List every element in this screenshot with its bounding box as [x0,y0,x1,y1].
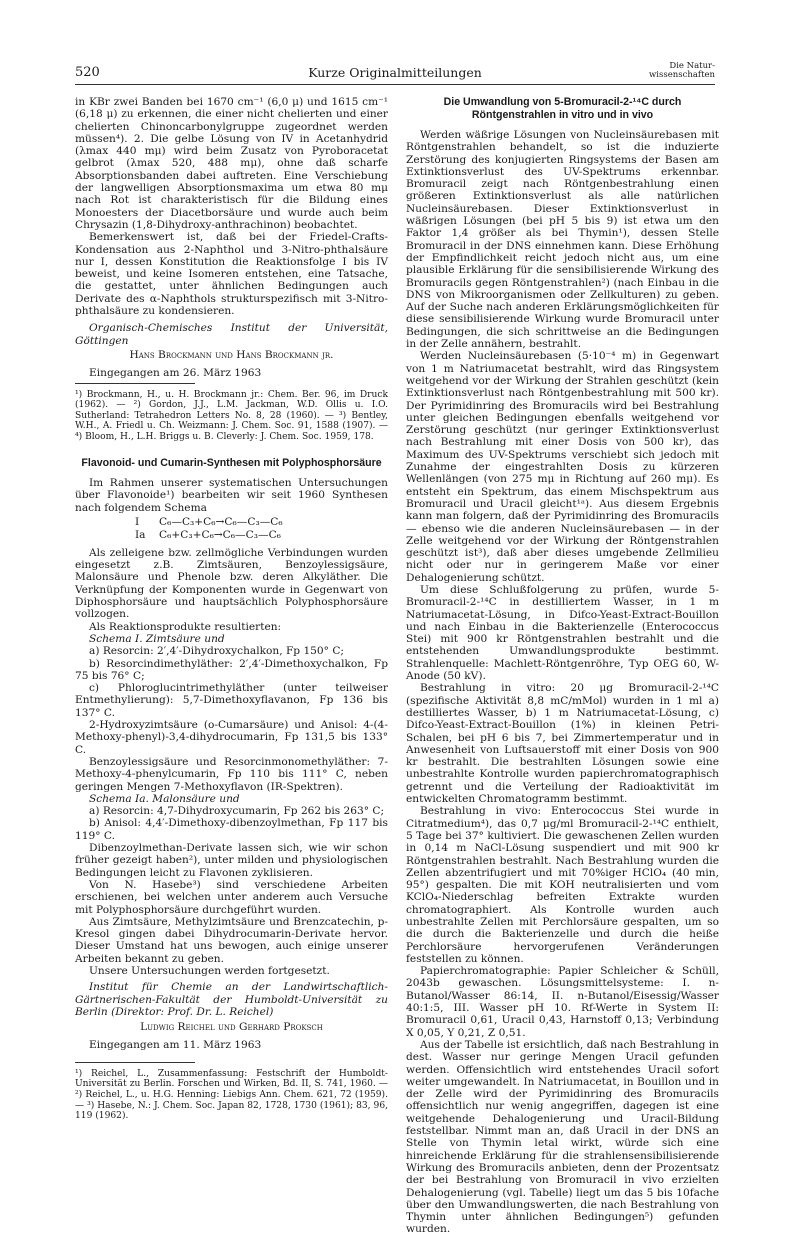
right-column [406,96,719,1236]
authors: Ludwig Reichel und Gerhard Proksch [140,1021,323,1034]
paragraph: in KBr zwei Banden bei 1670 cm⁻¹ (6,0 μ) und 1615 cm⁻¹ (6,18 μ) zu erkennen, die einer nicht chelierten und einer chelierten Chinoncarbonylgruppe zugeordnet werden müssen⁴). 2. Die gelbe Lösung von IV in Acetanhydrid (λmax 440 mμ) wird beim Zusatz von Pyroboracetat gelbrot (λmax 520, 488 mμ), ohne daß scharfe Absorptionsbanden dabei auftreten. Eine Verschiebung der langwelligen Absorptionsmaxima um etwa 80 mμ nach Rot ist charakteristisch für die Bildung eines Monoesters der Diacetborsäure und wurde auch beim Chrysazin (1,8-Dihydroxy-anthrachinon) beobachtet. [75,96,388,231]
left-column [75,96,388,1122]
footnotes: ¹) Reichel, L., Zusammenfassung: Festschrift der Humboldt-Universität zu Berlin. Forschen und Wirken, Bd. II, S. 741, 1960. — ²) Reichel, L., u. H.G. Henning: Liebigs Ann. Chem. 621, 72 (1959). — ³) Hasebe, N.: J. Chem. Soc. Japan 82, 1728, 1730 (1961); 83, 96, 119 (1962). [75,1068,388,1122]
spacer [75,443,388,457]
reaction-schema [135,516,388,543]
schema-formula: C₆+C₃+C₆→C₆—C₃—C₆ [159,529,281,542]
received-date: Eingegangen am 11. März 1963 [89,1039,262,1052]
paragraph: Um diese Schlußfolgerung zu prüfen, wurde 5-Bromuracil-2-¹⁴C in destilliertem Wasser, in 1 m Natriumacetat-Lösung, in Difco-Yeast-Extract-Bouillon und nach Einbau in die Bakterienzelle (Enterococcus Stei) mit 900 kr Röntgenstrahlen bestrahlt und die entstehenden Umwandlungsprodukte bestimmt. Strahlenquelle: Machlett-Röntgenröhre, Typ OEG 60, W-Anode (50 kV). [406,583,719,683]
paragraph: Schema I. Zimtsäure und [89,632,225,645]
paragraph: Aus der Tabelle ist ersichtlich, daß nach Bestrahlung in dest. Wasser nur geringe Mengen Uracil gefunden werden. Offensichtlich wird entstehendes Uracil sofort weiter umgewandelt. In Natriumacetat, in Bouillon und in der Zelle wird der Pyrimidinring des Bromuracils offensichtlich nur wenig angegriffen, dagegen ist eine weitgehende Dehalogenierung und Uracil-Bildung feststellbar. Nimmt man an, daß Uracil in der DNS an Stelle von Thymin letal wirkt, würde sich eine hinreichende Erklärung für die strahlensensibilisierende Wirkung des Bromuracils anbieten, denn der Prozentsatz der bei Bestrahlung von Bromuracil in vivo erzielten Dehalogenierung (vgl. Tabelle) liegt um das 5 bis 10fache über den Umwandlungswerten, die nach Bestrahlung von Thymin unter ähnlichen Bedingungen⁵) gefunden wurden. [406,1038,719,1236]
article-title: Die Umwandlung von 5-Bromuracil-2-¹⁴C durch Röntgenstrahlen in vitro und in vivo [443,96,682,121]
paragraph: Bestrahlung in vitro: 20 μg Bromuracil-2-¹⁴C (spezifische Aktivität 8,8 mC/mMol) wurden in 1 ml a) destilliertes Wasser, b) 1 m Natriumacetat-Lösung, c) Difco-Yeast-Extract-Bouillon (1%) in kleinen Petri-Schalen, bei pH 6 bis 7, bei Zimmertemperatur und in Anwesenheit von Luftsauerstoff mit einer Dosis von 900 kr bestrahlt. Die bestrahlten Lösungen sowie eine unbestrahlte Kontrolle wurden papierchromatographisch getrennt und die Verteilung der Radioaktivität im entwickelten Chromatogramm bestimmt. [406,682,719,806]
affiliation: Organisch-Chemisches Institut der Universität, Göttingen [75,322,388,347]
schema-label: I [135,515,140,528]
footnote-rule [75,383,195,390]
article-title: Flavonoid- und Cumarin-Synthesen mit Polyphosphorsäure [81,456,382,469]
paragraph: Von N. Hasebe³) sind verschiedene Arbeiten erschienen, bei welchen unter anderem auch Versuche mit Polyphosphorsäure durchgeführt wurden. [75,878,388,916]
schema-formula: C₆—C₃+C₆→C₆—C₃—C₆ [159,515,283,528]
paragraph: Bestrahlung in vivo: Enterococcus Stei wurde in Citratmedium⁴), das 0,7 μg/ml Bromuracil-2-¹⁴C enthielt, 5 Tage bei 37° kultiviert. Die gewaschenen Zellen wurden in 0,14 m NaCl-Lösung suspendiert und mit 900 kr Röntgenstrahlen bestrahlt. Nach Bestrahlung wurden die Zellen abzentrifugiert und mit 70%iger HClO₄ (40 min, 95°) gespalten. Die mit KOH neutralisierten und vom KClO₄-Niederschlag befreiten Extrakte wurden chromatographiert. Als Kontrolle wurden auch unbestrahlte Zellen mit Perchlorsäure gespalten, um so die durch die Bakterienzelle und durch die heiße Perchlorsäure hervorgerufenen Veränderungen feststellen zu können. [406,805,719,965]
paragraph: Als Reaktionsprodukte resultierten: [89,620,282,633]
paragraph: b) Resorcindimethyläther: 2′,4′-Dimethoxychalkon, Fp 75 bis 76° C; [75,657,388,682]
paragraph: Werden Nucleinsäurebasen (5·10⁻⁴ m) in Gegenwart von 1 m Natriumacetat bestrahlt, wird das Ringsystem weitgehend vor der Wirkung der Strahlen geschützt (kein Extinktionsverlust nach Röntgenbestrahlung mit 500 kr). Der Pyrimidinring des Bromuracils wird bei Bestrahlung unter gleichen Bedingungen ebenfalls weitgehend vor Zerstörung geschützt (nur geringer Extinktionsverlust nach Bestrahlung mit einer Dosis von 500 kr), das Maximum des UV-Spektrums verschiebt sich jedoch mit Zunahme der eingestrahlten Dosis zu kürzeren Wellenlängen (von 275 mμ in Richtung auf 260 mμ). Es entsteht ein Spektrum, das einem Mischspektrum aus Bromuracil und Uracil gleicht¹ᵃ). Aus diesem Ergebnis kann man folgern, daß der Pyrimidinring des Bromuracils — ebenso wie die anderen Nucleinsäurebasen — in der Zelle weitgehend vor der Wirkung der Röntgenstrahlen geschützt ist³), daß aber dieses umgebende Zellmilieu nicht oder nur in geringerem Maße vor einer Dehalogenierung schützt. [406,350,719,584]
footnotes: ¹) Brockmann, H., u. H. Brockmann jr.: Chem. Ber. 96, im Druck (1962). — ²) Gordon, J.J., L.M. Jackman, W.D. Ollis u. I.O. Sutherland: Tetrahedron Letters No. 8, 28 (1960). — ³) Bentley, W.H., A. Friedl u. Ch. Weizmann: J. Chem. Soc. 91, 1588 (1907). — ⁴) Bloom, H., L.H. Briggs u. B. Cleverly: J. Chem. Soc. 1959, 178. [75,389,388,442]
affiliation: Institut für Chemie an der Landwirtschaftlich-Gärtnerischen-Fakultät der Humboldt-Universität zu Berlin (Direktor: Prof. Dr. L. Reichel) [75,981,388,1018]
paragraph: Als zelleigene bzw. zellmögliche Verbindungen wurden eingesetzt z.B. Zimtsäuren, Benzoylessigsäure, Malonsäure und Phenole bzw. deren Alkyläther. Die Verknüpfung der Komponenten wurde in Gegenwart von Diphosphorsäure und hauptsächlich Polyphosphorsäure vollzogen. [75,546,388,621]
paragraph: Papierchromatographie: Papier Schleicher & Schüll, 2043b gewaschen. Lösungsmittelsysteme: I. n-Butanol/Wasser 86:14, II. n-Butanol/Eisessig/Wasser 40:1:5, III. Wasser pH 10. Rf-Werte in System II: Bromuracil 0,61, Uracil 0,43, Harnstoff 0,13; Verbindung X 0,05, Y 0,21, Z 0,51. [406,965,719,1039]
paragraph: Werden wäßrige Lösungen von Nucleinsäurebasen mit Röntgenstrahlen behandelt, so ist die induzierte Zerstörung des konjugierten Ringsystems der Basen am Extinktionsverlust des UV-Spektrums erkennbar. Bromuracil zeigt nach Röntgenbestrahlung einen größeren Extinktionsverlust als alle natürlichen Nucleinsäurebasen. Dieser Extinktionsverlust in wäßrigen Lösungen (bei pH 5 bis 9) ist etwa um den Faktor 1,4 größer als bei Thymin¹), dessen Stelle Bromuracil in der DNS einnehmen kann. Diese Erhöhung der Empfindlichkeit reicht jedoch nicht aus, um eine plausible Erklärung für die sensibilisierende Wirkung des Bromuracils gegen Röntgenstrahlen²) (nach Einbau in die DNS von Mikroorganismen oder Zellkulturen) zu geben. Auf der Suche nach anderen Erklärungsmöglichkeiten für diese sensibilisierende Wirkung wurde Bromuracil unter Bedingungen, die sich schrittweise an die Bedingungen in der Zelle annähern, bestrahlt. [406,129,719,351]
authors: Hans Brockmann und Hans Brockmann jr. [129,348,334,361]
page-number: 520 [75,65,100,80]
paragraph: Dibenzoylmethan-Derivate lassen sich, wie wir schon früher gezeigt haben²), unter milden und physiologischen Bedingungen leicht zu Flavonen zyklisieren. [75,842,388,879]
journal-section: Kurze Originalmitteilungen [308,65,482,80]
paragraph: Schema Ia. Malonsäure und [89,792,240,805]
paragraph: a) Resorcin: 4,7-Dihydroxycumarin, Fp 262 bis 263° C; [89,805,385,818]
paragraph: Benzoylessigsäure und Resorcinmonomethyläther: 7-Methoxy-4-phenylcumarin, Fp 110 bis 111° C, neben geringen Mengen 7-Methoxyflavon (IR-Spektren). [75,755,388,793]
paragraph: Unsere Untersuchungen werden fortgesetzt. [89,964,330,977]
received-date: Eingegangen am 26. März 1963 [89,367,262,380]
paragraph: c) Phloroglucintrimethyläther (unter teilweiser Entmethylierung): 5,7-Dimethoxyflavanon, Fp 136 bis 137° C. [75,682,388,719]
journal-name: Die Natur- wissenschaften [649,61,715,80]
paragraph: b) Anisol: 4,4′-Dimethoxy-dibenzoylmethan, Fp 117 bis 119° C. [75,817,388,842]
paragraph: a) Resorcin: 2′,4′-Dihydroxychalkon, Fp 150° C; [89,645,345,658]
paragraph: Aus Zimtsäure, Methylzimtsäure und Brenzcatechin, p-Kresol gingen dabei Dihydrocumarin-Derivate hervor. Dieser Umstand hat uns bewogen, auch einige unserer Arbeiten bekannt zu geben. [75,915,388,965]
paragraph: 2-Hydroxyzimtsäure (o-Cumarsäure) und Anisol: 4-(4-Methoxy-phenyl)-3,4-dihydrocumarin, Fp 131,5 bis 133° C. [75,719,388,756]
page-header [75,62,715,85]
footnote-rule [75,1062,195,1069]
paragraph: Im Rahmen unserer systematischen Untersuchungen über Flavonoide¹) bearbeiten wir seit 1960 Synthesen nach folgendem Schema [75,477,388,514]
paragraph: Bemerkenswert ist, daß bei der Friedel-Crafts-Kondensation aus 2-Naphthol und 3-Nitro-phthalsäure nur I, dessen Konstitution die Reaktionsfolge I bis IV beweist, und keine Isomeren entstehen, eine Tatsache, die gestattet, unter ähnlichen Bedingungen auch Derivate des α-Naphthols strukturspezifisch mit 3-Nitro-phthalsäure zu kondensieren. [75,231,388,318]
schema-label: Ia [135,529,146,542]
